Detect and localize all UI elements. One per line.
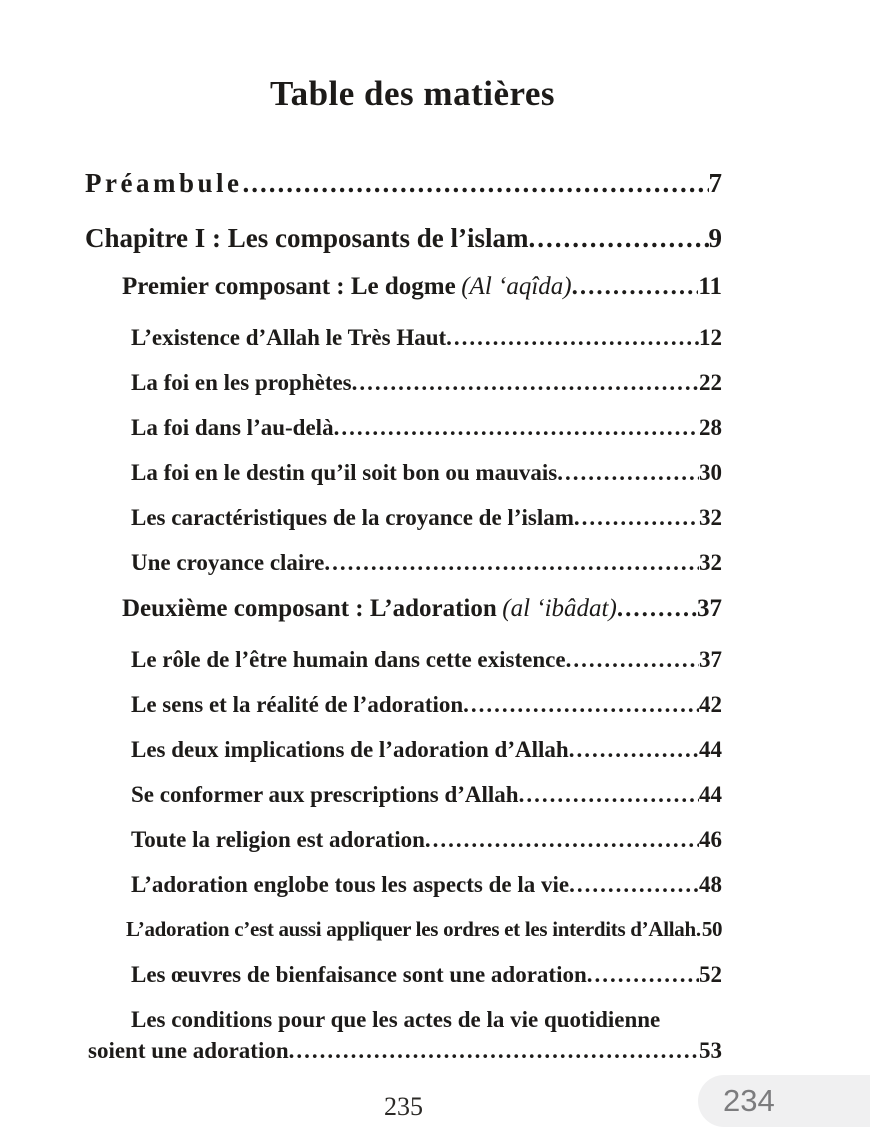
toc-page-number: 30 [699, 460, 722, 485]
toc-page-number: 28 [699, 415, 722, 440]
toc-entry-label: Premier composant : Le dogme [122, 273, 456, 300]
toc-page-number: 42 [699, 692, 722, 717]
toc-entry-multiline-first-line: Les conditions pour que les actes de la vie quotidienne [131, 1007, 661, 1032]
toc-entry-label: Toute la religion est adoration [131, 827, 425, 852]
toc-page-number: 50 [701, 917, 723, 941]
toc-entry-label-italic: (Al ‘aqîda) [461, 273, 572, 300]
toc-page-number: 32 [699, 550, 722, 575]
toc-entry [131, 458, 722, 487]
toc-entry [131, 960, 722, 989]
toc-page-number: 11 [698, 273, 722, 300]
toc-entry [131, 870, 722, 899]
toc-entry-label: Préambule [85, 168, 243, 198]
toc-entry-label: La foi en les prophètes [131, 370, 352, 395]
toc-leader-dots [557, 458, 699, 487]
toc-entry-label: L’adoration englobe tous les aspects de la vie [131, 872, 570, 897]
viewer-page-indicator-badge[interactable] [698, 1075, 870, 1127]
toc-entry [131, 645, 722, 674]
toc-page-number: 52 [699, 962, 722, 987]
toc-entry [131, 548, 722, 577]
toc-page-number: 37 [697, 595, 722, 622]
toc-entry-label: L’existence d’Allah le Très Haut [131, 325, 447, 350]
toc-entry [126, 915, 722, 944]
toc-leader-dots [519, 780, 699, 809]
toc-entry [131, 413, 722, 442]
toc-page-number: 32 [699, 505, 722, 530]
toc-leader-dots [569, 735, 699, 764]
toc-entry-label: Se conformer aux prescriptions d’Allah [131, 782, 519, 807]
toc-entry [131, 825, 722, 854]
toc-entry [131, 735, 722, 764]
toc-page-number: 53 [699, 1038, 722, 1063]
toc-page-number: 44 [699, 782, 722, 807]
toc-leader-dots [334, 413, 699, 442]
toc-entry-deuxieme-composant [122, 593, 722, 625]
toc-entry [131, 503, 722, 532]
toc-page-number: 9 [708, 223, 722, 253]
toc-page-number: 37 [699, 647, 722, 672]
toc-leader-dots [425, 825, 699, 854]
toc-leader-dots [569, 870, 699, 899]
toc-entry-label: Les deux implications de l’adoration d’Allah [131, 737, 569, 762]
toc-entry-label: Le sens et la réalité de l’adoration [131, 692, 464, 717]
toc-page-number: 44 [699, 737, 722, 762]
toc-leader-dots [463, 690, 699, 719]
toc-entry [131, 368, 722, 397]
toc-entry-preambule [85, 166, 722, 200]
toc-entry-label: Une croyance claire [131, 550, 325, 575]
toc-entry-label: Deuxième composant : L’adoration [122, 595, 497, 622]
toc-entry-label: Chapitre I : Les composants de l’islam [85, 223, 529, 253]
toc-entry-label: La foi dans l’au-delà [131, 415, 334, 440]
toc-leader-dots [289, 1036, 699, 1065]
toc-leader-dots [574, 503, 699, 532]
toc-entry-chapitre-1 [85, 221, 722, 255]
toc-entry-label: Les œuvres de bienfaisance sont une adoration [131, 962, 587, 987]
toc-page-number: 46 [699, 827, 722, 852]
toc-leader-dots [446, 323, 699, 352]
toc-leader-dots [352, 368, 699, 397]
toc-entry-label: La foi en le destin qu’il soit bon ou mauvais [131, 460, 558, 485]
toc-entry-label: soient une adoration [88, 1038, 289, 1063]
toc-entry-label: L’adoration c’est aussi appliquer les ordres et les interdits d’Allah [126, 917, 696, 941]
toc-entry-label: Les caractéristiques de la croyance de l’islam [131, 505, 574, 530]
toc-leader-dots [242, 166, 708, 200]
toc-leader-dots [617, 593, 697, 625]
footer-page-number: 235 [384, 1092, 423, 1121]
toc-page-number: 12 [699, 325, 722, 350]
toc-page-number: 22 [699, 370, 722, 395]
page-title: Table des matières [269, 74, 556, 113]
toc-page-number: 7 [708, 168, 722, 198]
toc-entry-label: Le rôle de l’être humain dans cette existence [131, 647, 566, 672]
toc-entry-premier-composant [122, 271, 722, 303]
toc-leader-dots [572, 271, 699, 303]
viewer-page-indicator-number: 234 [723, 1083, 775, 1118]
toc-leader-dots [566, 645, 699, 674]
toc-content [85, 0, 722, 1122]
toc-leader-dots [587, 960, 699, 989]
toc-entry [131, 323, 722, 352]
toc-leader-dots [529, 221, 709, 255]
toc-entry [131, 780, 722, 809]
toc-entry-label-italic: (al ‘ibâdat) [502, 595, 617, 622]
toc-page-number: 48 [699, 872, 722, 897]
toc-entry-multiline-second-line [88, 1036, 722, 1065]
toc-leader-dots [324, 548, 699, 577]
toc-entry [131, 690, 722, 719]
